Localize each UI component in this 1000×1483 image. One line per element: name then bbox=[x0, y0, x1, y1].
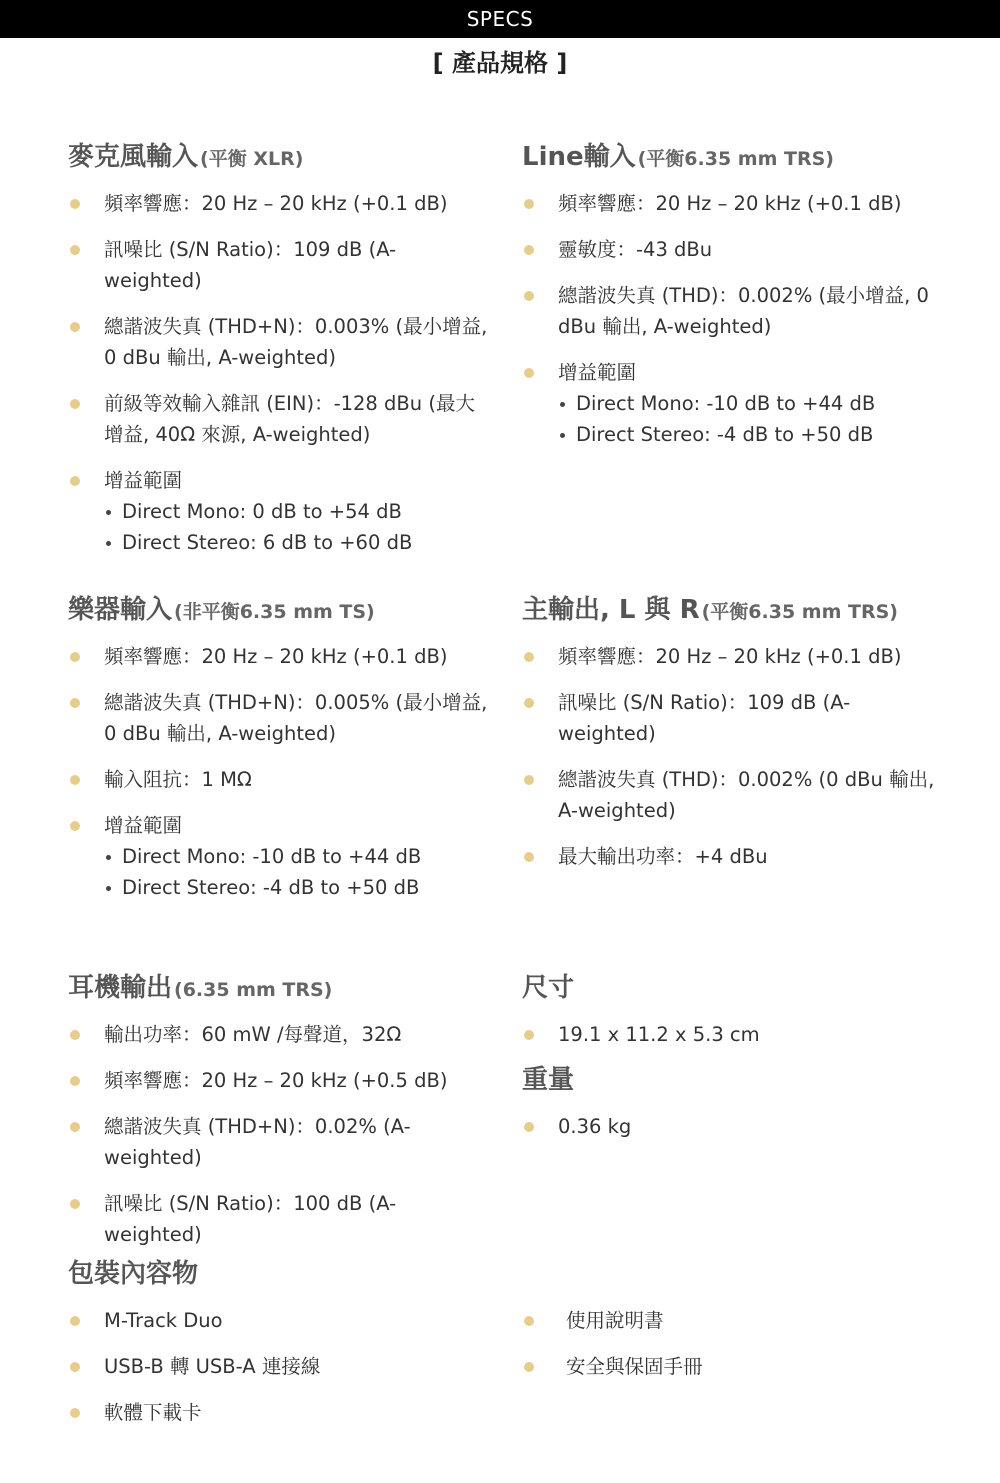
item-text: 增益範圍 bbox=[104, 469, 183, 492]
bullet-icon bbox=[70, 1362, 80, 1372]
item-text: 增益範圍 bbox=[558, 361, 637, 384]
sub-list-item bbox=[104, 496, 488, 527]
list-item bbox=[68, 1019, 488, 1050]
list-item bbox=[522, 687, 942, 749]
list-item bbox=[68, 1351, 488, 1382]
list-item bbox=[522, 280, 942, 342]
bullet-icon bbox=[524, 368, 534, 378]
size-title: 尺寸 bbox=[522, 973, 575, 1003]
item-text: 頻率響應：20 Hz – 20 kHz (+0.1 dB) bbox=[104, 192, 448, 215]
sub-item-text: Direct Stereo: -4 dB to +50 dB bbox=[576, 423, 874, 446]
sub-item-text: Direct Stereo: 6 dB to +60 dB bbox=[122, 531, 413, 554]
sub-bullet-icon bbox=[106, 510, 111, 515]
list-item bbox=[68, 1397, 488, 1428]
bullet-icon bbox=[70, 1316, 80, 1326]
list-item bbox=[522, 357, 942, 450]
bullet-icon bbox=[70, 1408, 80, 1418]
bullet-icon bbox=[524, 775, 534, 785]
item-text: 0.36 kg bbox=[558, 1115, 632, 1138]
item-text: 總諧波失真 (THD+N)：0.003% (最小增益, 0 dBu 輸出, A-weighted) bbox=[104, 315, 488, 369]
sub-bullet-icon bbox=[106, 886, 111, 891]
item-text: 訊噪比 (S/N Ratio)：109 dB (A-weighted) bbox=[104, 238, 397, 292]
line-input-title: Line輸入 bbox=[522, 142, 636, 172]
item-text: 使用說明書 bbox=[566, 1309, 664, 1332]
mic-input-title: 麥克風輸入 bbox=[68, 142, 199, 172]
bullet-icon bbox=[70, 652, 80, 662]
bullet-icon bbox=[70, 399, 80, 409]
main-output-title: 主輸出, L 與 R bbox=[522, 595, 700, 625]
list-item bbox=[522, 764, 942, 826]
section-title bbox=[522, 593, 942, 627]
list-item bbox=[68, 764, 488, 795]
list-item bbox=[68, 234, 488, 296]
item-text: 總諧波失真 (THD+N)：0.02% (A-weighted) bbox=[104, 1115, 411, 1169]
list-item bbox=[68, 388, 488, 450]
item-text: M-Track Duo bbox=[104, 1309, 223, 1332]
list-item bbox=[522, 1305, 942, 1336]
bullet-icon bbox=[70, 199, 80, 209]
bullet-icon bbox=[70, 1122, 80, 1132]
bullet-icon bbox=[524, 698, 534, 708]
instrument-input-subtitle: (非平衡6.35 mm TS) bbox=[174, 601, 375, 623]
section-title bbox=[68, 140, 488, 174]
bullet-icon bbox=[70, 1076, 80, 1086]
specs-header-bar bbox=[0, 0, 1000, 38]
item-text: 19.1 x 11.2 x 5.3 cm bbox=[558, 1023, 760, 1046]
package-contents-section bbox=[68, 1257, 488, 1443]
list-item bbox=[68, 1305, 488, 1336]
bullet-icon bbox=[524, 245, 534, 255]
item-text: 頻率響應：20 Hz – 20 kHz (+0.1 dB) bbox=[558, 192, 902, 215]
bullet-icon bbox=[70, 775, 80, 785]
sub-list-item bbox=[104, 872, 488, 903]
weight-title: 重量 bbox=[522, 1065, 575, 1095]
sub-list-item bbox=[104, 527, 488, 558]
item-text: 總諧波失真 (THD)：0.002% (最小增益, 0 dBu 輸出, A-weighted) bbox=[558, 284, 929, 338]
line-input-subtitle: (平衡6.35 mm TRS) bbox=[637, 148, 834, 170]
instrument-input-section bbox=[68, 593, 488, 918]
item-text: 靈敏度：-43 dBu bbox=[558, 238, 713, 261]
item-text: 最大輸出功率：+4 dBu bbox=[558, 845, 768, 868]
bullet-icon bbox=[524, 1316, 534, 1326]
item-text: 頻率響應：20 Hz – 20 kHz (+0.1 dB) bbox=[104, 645, 448, 668]
list-item bbox=[68, 311, 488, 373]
package-contents-right bbox=[522, 1291, 942, 1397]
item-text: 訊噪比 (S/N Ratio)：100 dB (A-weighted) bbox=[104, 1192, 397, 1246]
list-item bbox=[522, 1351, 942, 1382]
sub-list-item bbox=[558, 419, 942, 450]
weight-section bbox=[522, 1063, 942, 1157]
sub-item-text: Direct Mono: -10 dB to +44 dB bbox=[576, 392, 876, 415]
list-item bbox=[68, 687, 488, 749]
item-text: 頻率響應：20 Hz – 20 kHz (+0.1 dB) bbox=[558, 645, 902, 668]
bullet-icon bbox=[524, 291, 534, 301]
package-contents-title: 包裝內容物 bbox=[68, 1259, 199, 1289]
item-text: 總諧波失真 (THD+N)：0.005% (最小增益, 0 dBu 輸出, A-weighted) bbox=[104, 691, 488, 745]
bullet-icon bbox=[524, 852, 534, 862]
sub-bullet-icon bbox=[106, 855, 111, 860]
sub-bullet-icon bbox=[560, 433, 565, 438]
list-item bbox=[522, 234, 942, 265]
bullet-icon bbox=[524, 1030, 534, 1040]
sub-bullet-icon bbox=[560, 402, 565, 407]
headphone-output-section bbox=[68, 971, 488, 1265]
bullet-icon bbox=[70, 1199, 80, 1209]
item-text: 總諧波失真 (THD)：0.002% (0 dBu 輸出, A-weighted) bbox=[558, 768, 935, 822]
main-output-section bbox=[522, 593, 942, 887]
sub-item-text: Direct Stereo: -4 dB to +50 dB bbox=[122, 876, 420, 899]
sub-item-text: Direct Mono: 0 dB to +54 dB bbox=[122, 500, 402, 523]
item-text: 輸入阻抗：1 MΩ bbox=[104, 768, 252, 791]
sub-list-item bbox=[558, 388, 942, 419]
bullet-icon bbox=[524, 1122, 534, 1132]
line-input-section bbox=[522, 140, 942, 465]
list-item bbox=[522, 841, 942, 872]
item-text: USB-B 轉 USB-A 連接線 bbox=[104, 1355, 321, 1378]
instrument-input-title: 樂器輸入 bbox=[68, 595, 173, 625]
bullet-icon bbox=[70, 322, 80, 332]
item-text: 安全與保固手冊 bbox=[566, 1355, 703, 1378]
main-output-subtitle: (平衡6.35 mm TRS) bbox=[701, 601, 898, 623]
section-title bbox=[68, 593, 488, 627]
bullet-icon bbox=[70, 698, 80, 708]
page-subtitle: [ 產品規格 ] bbox=[432, 49, 568, 77]
header-title: SPECS bbox=[466, 7, 534, 31]
list-item bbox=[68, 810, 488, 903]
bullet-icon bbox=[70, 245, 80, 255]
item-text: 輸出功率：60 mW /每聲道，32Ω bbox=[104, 1023, 402, 1046]
list-item bbox=[68, 465, 488, 558]
item-text: 前級等效輸入雜訊 (EIN)：-128 dBu (最大增益, 40Ω 來源, A-weighted) bbox=[104, 392, 475, 446]
size-section bbox=[522, 971, 942, 1065]
section-title bbox=[522, 140, 942, 174]
sub-bullet-icon bbox=[106, 541, 111, 546]
item-text: 頻率響應：20 Hz – 20 kHz (+0.5 dB) bbox=[104, 1069, 448, 1092]
headphone-output-title: 耳機輸出 bbox=[68, 973, 173, 1003]
item-text: 訊噪比 (S/N Ratio)：109 dB (A-weighted) bbox=[558, 691, 851, 745]
list-item bbox=[522, 641, 942, 672]
bullet-icon bbox=[70, 1030, 80, 1040]
mic-input-section bbox=[68, 140, 488, 573]
headphone-output-subtitle: (6.35 mm TRS) bbox=[174, 979, 333, 1001]
bullet-icon bbox=[524, 1362, 534, 1372]
list-item bbox=[68, 1065, 488, 1096]
sub-item-text: Direct Mono: -10 dB to +44 dB bbox=[122, 845, 422, 868]
item-text: 軟體下載卡 bbox=[104, 1401, 202, 1424]
list-item bbox=[68, 641, 488, 672]
list-item bbox=[522, 188, 942, 219]
bullet-icon bbox=[70, 821, 80, 831]
bullet-icon bbox=[524, 652, 534, 662]
sub-list-item bbox=[104, 841, 488, 872]
bullet-icon bbox=[524, 199, 534, 209]
section-title bbox=[68, 971, 488, 1005]
item-text: 增益範圍 bbox=[104, 814, 183, 837]
list-item bbox=[68, 1188, 488, 1250]
bullet-icon bbox=[70, 476, 80, 486]
list-item bbox=[68, 1111, 488, 1173]
list-item bbox=[522, 1111, 942, 1142]
list-item bbox=[68, 188, 488, 219]
list-item bbox=[522, 1019, 942, 1050]
mic-input-subtitle: (平衡 XLR) bbox=[200, 148, 304, 170]
